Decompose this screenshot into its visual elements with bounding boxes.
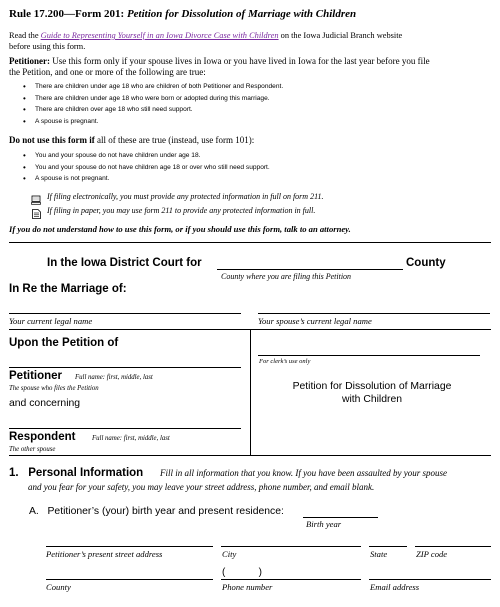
city-label: City xyxy=(222,549,237,559)
court-suffix: County xyxy=(406,257,446,269)
petitioner-bullet-list xyxy=(22,81,283,127)
clerk-use-label: For clerk’s use only xyxy=(259,358,311,365)
caption-vertical-divider xyxy=(250,329,251,455)
marriage-of-heading: In Re the Marriage of: xyxy=(9,283,127,295)
respondent-name-field[interactable] xyxy=(9,428,241,429)
guide-link[interactable]: Guide to Representing Yourself in an Iowa Divorce Case with Children xyxy=(40,31,279,40)
paper-icon xyxy=(32,206,41,224)
county-field[interactable] xyxy=(217,269,403,270)
respondent-label: Respondent xyxy=(9,431,76,443)
upon-petition-heading: Upon the Petition of xyxy=(9,337,119,349)
zip-code-label: ZIP code xyxy=(416,549,448,559)
phone-area-code: ( ) xyxy=(222,567,262,578)
list-item: • You and your spouse do not have children age 18 or over who still need support. xyxy=(22,162,270,174)
paper-note: If filing in paper, you may use form 211 to provide any protected information in full. xyxy=(47,206,316,215)
email-field[interactable] xyxy=(369,579,491,580)
do-not-use-instructions: Do not use this form if all of these are true (instead, use form 101): xyxy=(9,135,255,145)
document-title: Petition for Dissolution of Marriage with Children xyxy=(292,381,452,405)
petitioner-note: The spouse who files the Petition xyxy=(9,385,99,392)
street-address-label: Petitioner’s present street address xyxy=(46,549,163,559)
list-item: • There are children over age 18 who still need support. xyxy=(22,104,283,116)
attorney-note: If you do not understand how to use this form, or if you should use this form, talk to an attorney. xyxy=(9,224,351,234)
state-label: State xyxy=(370,549,388,559)
county-hint: County where you are filing this Petition xyxy=(221,272,352,281)
form-header xyxy=(9,8,356,20)
email-label: Email address xyxy=(370,582,420,592)
petitioner-instructions: Petitioner: Use this form only if your spouse lives in Iowa or you have lived in Iowa for the last year before you file the Petition, and one or more of the following are true: xyxy=(9,56,430,77)
court-prefix: In the Iowa District Court for xyxy=(47,257,202,269)
and-concerning: and concerning xyxy=(9,398,81,409)
respondent-note: The other spouse xyxy=(9,446,56,453)
electronic-note: If filing electronically, you must provide any protected information in full on form 211. xyxy=(47,192,324,201)
caption-bottom-border xyxy=(9,455,491,456)
birth-year-label: Birth year xyxy=(306,519,342,529)
section-1-heading: 1. Personal Information xyxy=(9,467,144,479)
do-not-bullet-list xyxy=(22,150,270,185)
intro-text: Read the Guide to Representing Yourself in an Iowa Divorce Case with Children on the Iowa Judicial Branch website before using this form. xyxy=(9,31,403,51)
clerk-use-field xyxy=(258,355,480,356)
list-item: • There are children under age 18 who are children of both Petitioner and Respondent. xyxy=(22,81,283,93)
phone-number-label: Phone number xyxy=(222,582,273,592)
list-item: • There are children under age 18 who were born or adopted during this marriage. xyxy=(22,93,283,105)
birth-year-field[interactable] xyxy=(303,517,378,518)
rule-number: Rule 17.200—Form 201: xyxy=(9,8,125,20)
spouse-name-field[interactable] xyxy=(258,313,490,314)
petitioner-name-field[interactable] xyxy=(9,367,241,368)
your-name-field[interactable] xyxy=(9,313,241,314)
county-residence-label: County xyxy=(46,582,71,592)
phone-number-field[interactable] xyxy=(221,579,361,580)
section-1-instruction-2: and you fear for your safety, you may leave your street address, phone number, and email blank. xyxy=(28,482,375,492)
county-residence-field[interactable] xyxy=(46,579,213,580)
your-name-label: Your current legal name xyxy=(9,316,93,326)
list-item: • A spouse is not pregnant. xyxy=(22,173,270,185)
petitioner-label: Petitioner xyxy=(9,370,63,382)
city-field[interactable] xyxy=(221,546,361,547)
street-address-field[interactable] xyxy=(46,546,213,547)
respondent-hint: Full name: first, middle, last xyxy=(92,435,170,442)
spouse-name-label: Your spouse’s current legal name xyxy=(258,316,372,326)
form-title: Petition for Dissolution of Marriage with Children xyxy=(126,8,357,20)
petitioner-hint: Full name: first, middle, last xyxy=(75,374,153,381)
section-1-instruction-1: Fill in all information that you know. If you have been assaulted by your spouse xyxy=(160,468,448,478)
item-a: A. Petitioner’s (your) birth year and present residence: xyxy=(29,506,284,517)
list-item: • You and your spouse do not have children under age 18. xyxy=(22,150,270,162)
state-field[interactable] xyxy=(369,546,407,547)
zip-code-field[interactable] xyxy=(415,546,491,547)
list-item: • A spouse is pregnant. xyxy=(22,116,283,128)
section-divider xyxy=(9,242,491,243)
